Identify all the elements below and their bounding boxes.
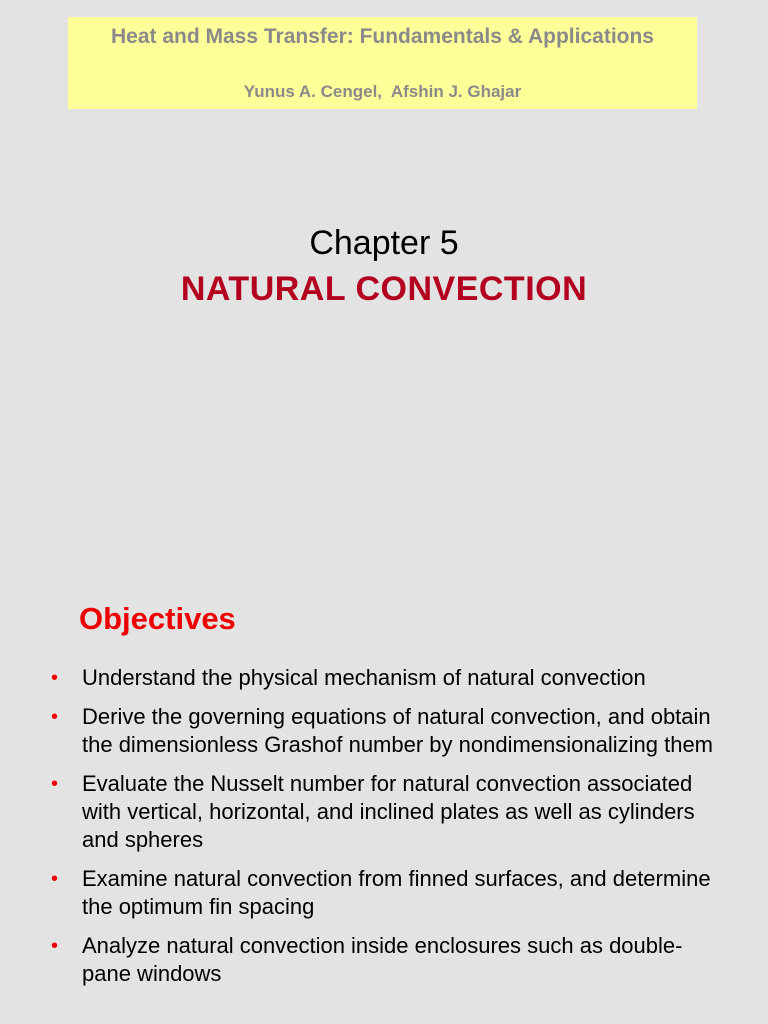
bullet-icon: • — [51, 667, 59, 689]
objective-text: Examine natural convection from finned surfaces, and determine the optimum fin spacing — [82, 866, 711, 919]
bullet-icon: • — [51, 935, 59, 957]
objective-item — [49, 865, 729, 921]
bullet-icon: • — [51, 868, 59, 890]
objective-text: Evaluate the Nusselt number for natural convection associated with vertical, horizontal, and inclined plates as well as cylinders and spheres — [82, 771, 695, 852]
chapter-title: NATURAL CONVECTION — [180, 270, 588, 308]
objectives-heading: Objectives — [79, 601, 236, 636]
bullet-icon: • — [51, 773, 59, 795]
bullet-icon: • — [51, 706, 59, 728]
objective-text: Understand the physical mechanism of natural convection — [82, 665, 646, 690]
authors-line: Yunus A. Cengel, Afshin J. Ghajar — [243, 82, 522, 101]
chapter-label: Chapter 5 — [309, 224, 459, 262]
objective-item — [49, 932, 729, 988]
objectives-list — [49, 664, 729, 999]
objective-text: Derive the governing equations of natural convection, and obtain the dimensionless Grashof number by nondimensionalizing them — [82, 704, 714, 757]
objective-item — [49, 770, 729, 854]
objective-item — [49, 703, 729, 759]
book-title: Heat and Mass Transfer: Fundamentals & Applications — [110, 25, 654, 48]
header-box — [68, 17, 697, 109]
objective-item — [49, 664, 729, 692]
objective-text: Analyze natural convection inside enclosures such as double-pane windows — [82, 933, 683, 986]
